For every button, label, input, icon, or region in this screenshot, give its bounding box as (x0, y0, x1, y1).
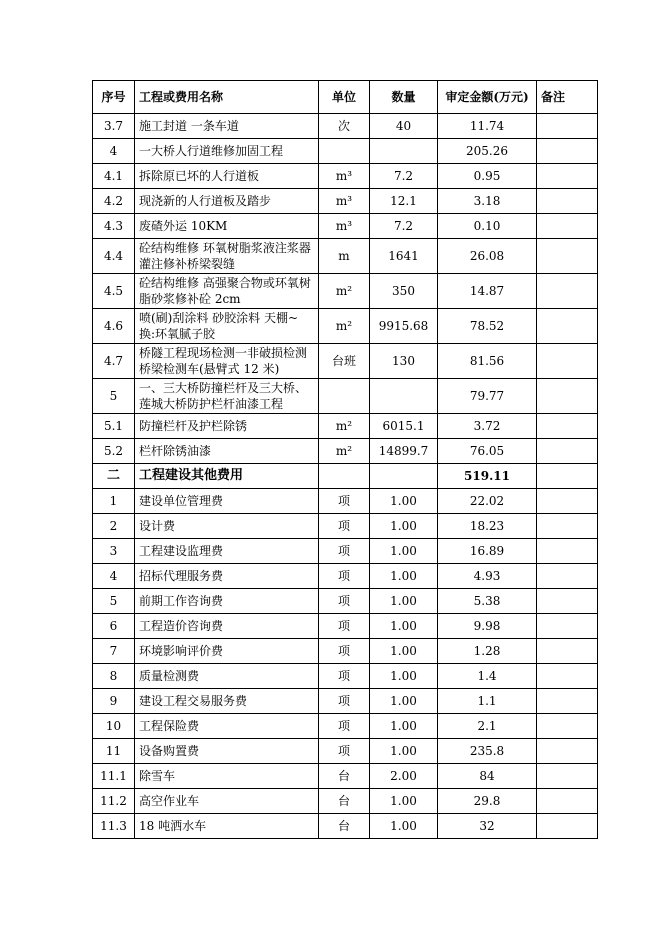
cell-amount: 9.98 (438, 614, 537, 639)
table-row (93, 464, 598, 489)
cell-seq: 2 (93, 514, 135, 539)
cell-note (537, 489, 598, 514)
table-row (93, 764, 598, 789)
cell-note (537, 539, 598, 564)
cell-unit: 项 (319, 689, 370, 714)
cell-qty: 350 (370, 274, 438, 309)
cell-seq: 6 (93, 614, 135, 639)
cell-note (537, 309, 598, 344)
cell-amount: 1.1 (438, 689, 537, 714)
cell-name: 除雪车 (135, 764, 319, 789)
table-row (93, 344, 598, 379)
cell-name: 质量检测费 (135, 664, 319, 689)
cell-note (537, 139, 598, 164)
cell-seq: 4.6 (93, 309, 135, 344)
cell-amount: 76.05 (438, 439, 537, 464)
cell-name: 工程造价咨询费 (135, 614, 319, 639)
cell-amount: 2.1 (438, 714, 537, 739)
cell-qty: 1.00 (370, 564, 438, 589)
cell-qty: 1.00 (370, 714, 438, 739)
cell-name: 建设单位管理费 (135, 489, 319, 514)
cell-unit: 项 (319, 514, 370, 539)
cell-amount: 26.08 (438, 239, 537, 274)
cell-note (537, 164, 598, 189)
cell-amount: 78.52 (438, 309, 537, 344)
cost-table (92, 80, 598, 839)
cell-note (537, 714, 598, 739)
cell-name: 拆除原已坏的人行道板 (135, 164, 319, 189)
cell-qty: 1.00 (370, 539, 438, 564)
cell-name: 工程建设监理费 (135, 539, 319, 564)
cell-unit: 台 (319, 789, 370, 814)
cell-seq: 9 (93, 689, 135, 714)
cell-qty: 7.2 (370, 214, 438, 239)
cell-seq: 11.3 (93, 814, 135, 839)
table-row (93, 514, 598, 539)
cell-qty: 40 (370, 114, 438, 139)
cell-note (537, 114, 598, 139)
cell-note (537, 379, 598, 414)
cell-unit: 台 (319, 764, 370, 789)
cell-qty (370, 464, 438, 489)
cell-qty: 1.00 (370, 664, 438, 689)
cell-qty: 1.00 (370, 614, 438, 639)
cell-note (537, 789, 598, 814)
cell-amount: 205.26 (438, 139, 537, 164)
header-qty: 数量 (370, 81, 438, 114)
cell-seq: 4 (93, 139, 135, 164)
cell-amount: 16.89 (438, 539, 537, 564)
cell-unit (319, 139, 370, 164)
table-row (93, 489, 598, 514)
cell-seq: 4.2 (93, 189, 135, 214)
cell-seq: 二 (93, 464, 135, 489)
cell-qty: 1.00 (370, 814, 438, 839)
cell-name: 喷(刷)刮涂料 砂胶涂料 天棚~换:环氧腻子胶 (135, 309, 319, 344)
cell-unit: m³ (319, 189, 370, 214)
cell-qty: 130 (370, 344, 438, 379)
cell-unit (319, 379, 370, 414)
cell-name: 设备购置费 (135, 739, 319, 764)
cell-note (537, 739, 598, 764)
cell-qty: 1.00 (370, 689, 438, 714)
cell-unit: 次 (319, 114, 370, 139)
header-row (93, 81, 598, 114)
table-header (93, 81, 598, 114)
cell-amount: 84 (438, 764, 537, 789)
cell-qty (370, 139, 438, 164)
table-row (93, 439, 598, 464)
cell-qty: 2.00 (370, 764, 438, 789)
cell-amount: 0.10 (438, 214, 537, 239)
cell-note (537, 274, 598, 309)
cell-unit: 项 (319, 489, 370, 514)
cell-note (537, 439, 598, 464)
cell-name: 前期工作咨询费 (135, 589, 319, 614)
cell-qty: 1.00 (370, 639, 438, 664)
cell-note (537, 214, 598, 239)
cell-note (537, 814, 598, 839)
cell-unit: m² (319, 274, 370, 309)
table-row (93, 239, 598, 274)
cell-unit: 项 (319, 664, 370, 689)
cell-qty: 1.00 (370, 789, 438, 814)
cell-name: 一、三大桥防撞栏杆及三大桥、莲城大桥防护栏杆油漆工程 (135, 379, 319, 414)
table-row (93, 714, 598, 739)
cell-note (537, 464, 598, 489)
cell-note (537, 189, 598, 214)
header-note: 备注 (537, 81, 598, 114)
table-row (93, 639, 598, 664)
header-name: 工程或费用名称 (135, 81, 319, 114)
table-row (93, 214, 598, 239)
cell-seq: 11 (93, 739, 135, 764)
cell-amount: 519.11 (438, 464, 537, 489)
table-row (93, 189, 598, 214)
cell-note (537, 414, 598, 439)
cell-amount: 1.28 (438, 639, 537, 664)
cell-unit: 项 (319, 739, 370, 764)
cell-name: 现浇新的人行道板及踏步 (135, 189, 319, 214)
cell-qty: 9915.68 (370, 309, 438, 344)
cell-seq: 1 (93, 489, 135, 514)
cell-seq: 11.1 (93, 764, 135, 789)
table-row (93, 139, 598, 164)
cell-amount: 4.93 (438, 564, 537, 589)
cell-seq: 4.7 (93, 344, 135, 379)
cell-amount: 11.74 (438, 114, 537, 139)
cell-amount: 3.72 (438, 414, 537, 439)
cell-note (537, 344, 598, 379)
cell-amount: 5.38 (438, 589, 537, 614)
cell-unit: 台 (319, 814, 370, 839)
table-row (93, 164, 598, 189)
cell-unit: m² (319, 309, 370, 344)
cell-note (537, 614, 598, 639)
cell-unit: 项 (319, 564, 370, 589)
cell-seq: 3 (93, 539, 135, 564)
cell-seq: 4.4 (93, 239, 135, 274)
table-row (93, 274, 598, 309)
table-row (93, 664, 598, 689)
cell-note (537, 514, 598, 539)
table-row (93, 789, 598, 814)
cell-seq: 5 (93, 379, 135, 414)
cell-qty: 1.00 (370, 739, 438, 764)
cell-note (537, 589, 598, 614)
cell-unit: m² (319, 414, 370, 439)
cell-seq: 4 (93, 564, 135, 589)
cell-amount: 18.23 (438, 514, 537, 539)
cell-amount: 1.4 (438, 664, 537, 689)
cell-name: 环境影响评价费 (135, 639, 319, 664)
cell-unit (319, 464, 370, 489)
cell-note (537, 639, 598, 664)
cell-name: 招标代理服务费 (135, 564, 319, 589)
cell-seq: 8 (93, 664, 135, 689)
cell-amount: 0.95 (438, 164, 537, 189)
cell-qty: 1641 (370, 239, 438, 274)
cell-qty: 1.00 (370, 514, 438, 539)
cell-amount: 81.56 (438, 344, 537, 379)
cell-note (537, 664, 598, 689)
table-row (93, 309, 598, 344)
cell-qty: 6015.1 (370, 414, 438, 439)
cell-name: 桥隧工程现场检测一非破损检测 桥梁检测车(悬臂式 12 米) (135, 344, 319, 379)
cell-amount: 235.8 (438, 739, 537, 764)
cell-amount: 22.02 (438, 489, 537, 514)
cell-name: 18 吨洒水车 (135, 814, 319, 839)
cell-name: 建设工程交易服务费 (135, 689, 319, 714)
cell-name: 工程建设其他费用 (135, 464, 319, 489)
cell-unit: 项 (319, 539, 370, 564)
table-row (93, 539, 598, 564)
cell-amount: 32 (438, 814, 537, 839)
cell-qty: 1.00 (370, 489, 438, 514)
cell-qty: 1.00 (370, 589, 438, 614)
cell-note (537, 689, 598, 714)
cell-amount: 3.18 (438, 189, 537, 214)
cell-qty: 7.2 (370, 164, 438, 189)
table-row (93, 689, 598, 714)
cell-seq: 10 (93, 714, 135, 739)
table-row (93, 414, 598, 439)
table-row (93, 814, 598, 839)
header-amount: 审定金额(万元) (438, 81, 537, 114)
cell-unit: m³ (319, 164, 370, 189)
cell-seq: 11.2 (93, 789, 135, 814)
cell-name: 高空作业车 (135, 789, 319, 814)
cell-unit: 项 (319, 589, 370, 614)
table-row (93, 114, 598, 139)
cell-unit: m² (319, 439, 370, 464)
cell-name: 废碴外运 10KM (135, 214, 319, 239)
cell-unit: m³ (319, 214, 370, 239)
cell-name: 工程保险费 (135, 714, 319, 739)
table-body (93, 114, 598, 839)
cell-qty: 12.1 (370, 189, 438, 214)
header-unit: 单位 (319, 81, 370, 114)
cell-unit: m (319, 239, 370, 274)
table-row (93, 564, 598, 589)
cell-seq: 5.2 (93, 439, 135, 464)
header-seq: 序号 (93, 81, 135, 114)
cell-unit: 项 (319, 614, 370, 639)
cell-amount: 79.77 (438, 379, 537, 414)
cell-name: 施工封道 一条车道 (135, 114, 319, 139)
cell-name: 砼结构维修 环氧树脂浆液注浆器灌注修补桥梁裂缝 (135, 239, 319, 274)
cell-unit: 项 (319, 714, 370, 739)
cell-name: 栏杆除锈油漆 (135, 439, 319, 464)
cell-seq: 5.1 (93, 414, 135, 439)
cell-seq: 4.3 (93, 214, 135, 239)
cell-qty (370, 379, 438, 414)
cell-name: 设计费 (135, 514, 319, 539)
cell-name: 砼结构维修 高强聚合物或环氧树脂砂浆修补砼 2cm (135, 274, 319, 309)
cell-amount: 29.8 (438, 789, 537, 814)
cell-note (537, 764, 598, 789)
table-row (93, 379, 598, 414)
cell-seq: 4.1 (93, 164, 135, 189)
cell-amount: 14.87 (438, 274, 537, 309)
table-row (93, 614, 598, 639)
table-row (93, 589, 598, 614)
cell-qty: 14899.7 (370, 439, 438, 464)
cell-name: 防撞栏杆及护栏除锈 (135, 414, 319, 439)
cell-seq: 4.5 (93, 274, 135, 309)
cell-seq: 7 (93, 639, 135, 664)
cell-name: 一大桥人行道维修加固工程 (135, 139, 319, 164)
cell-seq: 3.7 (93, 114, 135, 139)
cell-note (537, 239, 598, 274)
cell-unit: 台班 (319, 344, 370, 379)
cell-note (537, 564, 598, 589)
cell-unit: 项 (319, 639, 370, 664)
table-row (93, 739, 598, 764)
cell-seq: 5 (93, 589, 135, 614)
